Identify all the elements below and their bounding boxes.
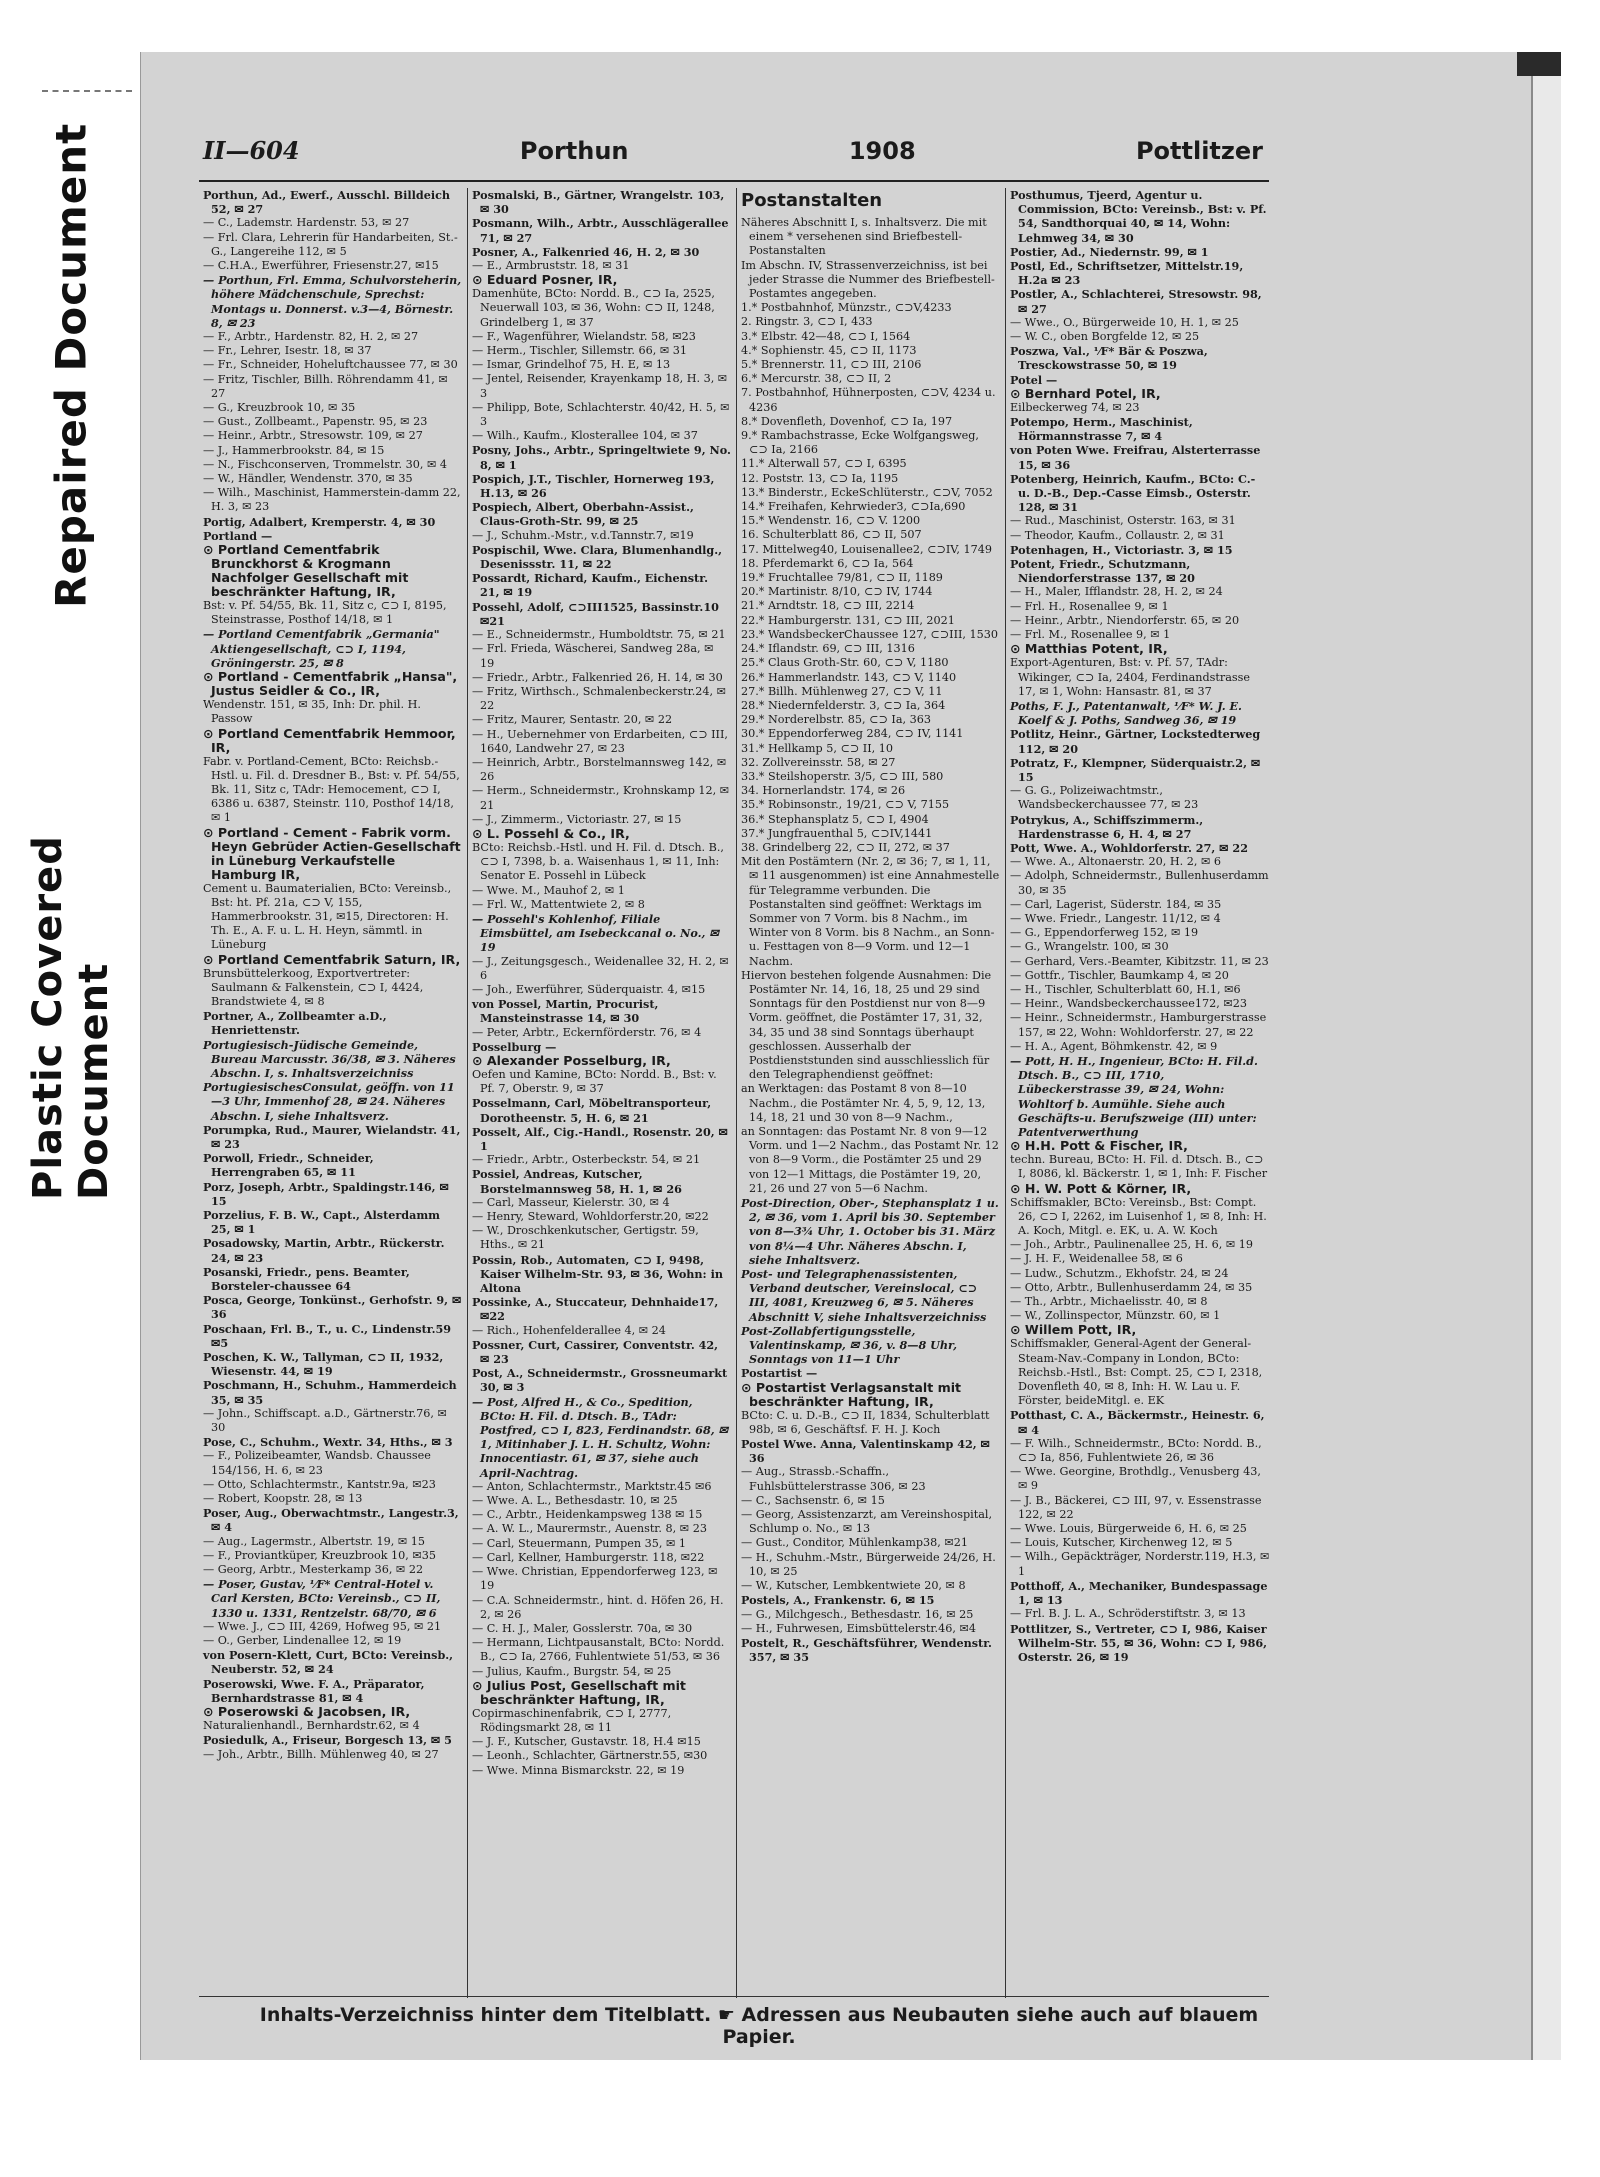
directory-entry: — Fritz, Wirthsch., Schmalenbeckerstr.24, ✉ 22 <box>472 684 726 713</box>
directory-entry: 22.* Hamburgerstr. 131, ⊂⊃ III, 2021 <box>741 613 955 627</box>
page-number: II—604 <box>203 136 300 165</box>
directory-entry: — G., Milchgesch., Bethesdastr. 16, ✉ 25 <box>741 1607 974 1621</box>
directory-entry: ⊙ Matthias Potent, IR, <box>1010 641 1168 657</box>
directory-entry: — E., Schneidermstr., Humboldtstr. 75, ✉ 21 <box>472 628 726 642</box>
directory-entry: — Gust., Conditor, Mühlenkamp38, ✉21 <box>741 1536 968 1550</box>
directory-entry: Potempo, Herm., Maschinist, Hörmannstrasse 7, ✉ 4 <box>1010 415 1193 444</box>
directory-entry: techn. Bureau, BCto: H. Fil. d. Dtsch. B., ⊂⊃ I, 8086, kl. Bäckerstr. 1, ✉ 1, Inh: F. Fischer <box>1010 1153 1268 1181</box>
directory-entry: — W., Zollinspector, Münzstr. 60, ✉ 1 <box>1010 1309 1221 1323</box>
directory-entry: — Wwe. J., ⊂⊃ III, 4269, Hofweg 95, ✉ 21 <box>203 1619 442 1633</box>
directory-entry: — O., Gerber, Lindenallee 12, ✉ 19 <box>203 1634 402 1648</box>
directory-entry: 24.* Iflandstr. 69, ⊂⊃ III, 1316 <box>741 642 915 656</box>
directory-entry: Potent, Friedr., Schutzmann, Niendorferstrasse 137, ✉ 20 <box>1010 557 1195 586</box>
directory-entry: — J., Zimmerm., Victoriastr. 27, ✉ 15 <box>472 812 682 826</box>
repaired-document-label: Repaired Document <box>46 122 96 608</box>
directory-entry: — Heinr., Wandsbeckerchaussee172, ✉23 <box>1010 997 1247 1011</box>
directory-entry: — N., Fischconserven, Trommelstr. 30, ✉ 4 <box>203 457 448 471</box>
directory-entry: 30.* Eppendorferweg 284, ⊂⊃ IV, 1141 <box>741 727 964 741</box>
directory-entry: Possin, Rob., Automaten, ⊂⊃ I, 9498, Kaiser Wilhelm-Str. 93, ✉ 36, Wohn: in Altona <box>472 1252 723 1296</box>
directory-entry: — Robert, Koopstr. 28, ✉ 13 <box>203 1492 363 1506</box>
directory-entry: 18. Pferdemarkt 6, ⊂⊃ Ia, 564 <box>741 556 914 570</box>
directory-entry: — H., Maler, Ifflandstr. 28, H. 2, ✉ 24 <box>1010 585 1223 599</box>
directory-entry: Posner, A., Falkenried 46, H. 2, ✉ 30 <box>472 244 700 259</box>
directory-entry: — Rich., Hohenfelderallee 4, ✉ 24 <box>472 1323 666 1337</box>
directory-entry: Porzelius, F. B. W., Capt., Alsterdamm 25, ✉ 1 <box>203 1207 440 1237</box>
plastic-covered-document-label: Plastic Covered Document <box>25 835 117 1200</box>
directory-entry: — Fritz, Maurer, Sentastr. 20, ✉ 22 <box>472 713 673 727</box>
directory-entry: 12. Poststr. 13, ⊂⊃ Ia, 1195 <box>741 471 899 485</box>
directory-entry: Postl, Ed., Schriftsetzer, Mittelstr.19, H.2a ✉ 23 <box>1010 259 1244 288</box>
directory-entry: Pospischil, Wwe. Clara, Blumenhandlg., Desenissstr. 11, ✉ 22 <box>472 542 723 572</box>
directory-entry: Posny, Johs., Arbtr., Springeltwiete 9, No. 8, ✉ 1 <box>472 443 731 472</box>
directory-entry: ⊙ Eduard Posner, IR, <box>472 272 618 288</box>
directory-entry: 25.* Claus Groth-Str. 60, ⊂⊃ V, 1180 <box>741 656 949 670</box>
directory-entry: — Heinrich, Arbtr., Borstelmannsweg 142, ✉ 26 <box>472 755 727 784</box>
directory-entry: — J. B., Bäckerei, ⊂⊃ III, 97, v. Essenstrasse 122, ✉ 22 <box>1010 1493 1262 1521</box>
directory-entry: Potthoff, A., Mechaniker, Bundespassage 1, ✉ 13 <box>1010 1578 1268 1608</box>
directory-entry: — Theodor, Kaufm., Collaustr. 2, ✉ 31 <box>1010 528 1225 542</box>
directory-entry: — F. Wilh., Schneidermstr., BCto: Nordd. B., ⊂⊃ Ia, 856, Fuhlentwiete 26, ✉ 36 <box>1010 1436 1262 1465</box>
directory-entry: — Julius, Kaufm., Burgstr. 54, ✉ 25 <box>472 1664 672 1678</box>
directory-entry: — Frl. M., Rosenallee 9, ✉ 1 <box>1010 628 1171 642</box>
directory-entry: — J. F., Kutscher, Gustavstr. 18, H.4 ✉15 <box>472 1735 701 1749</box>
directory-entry: — Aug., Lagermstr., Albertstr. 19, ✉ 15 <box>203 1534 425 1548</box>
directory-entry: Possinke, A., Stuccateur, Dehnhaide17, ✉22 <box>472 1295 719 1324</box>
page-edge <box>1531 52 1561 2060</box>
directory-entry: von Possel, Martin, Procurist, Mansteinstrasse 14, ✉ 30 <box>472 997 659 1026</box>
directory-entry: 37.* Jungfrauenthal 5, ⊂⊃IV,1441 <box>741 826 933 840</box>
directory-entry: 36.* Stephansplatz 5, ⊂⊃ I, 4904 <box>741 812 929 826</box>
directory-entry: — Georg, Assistenzarzt, am Vereinshospital, Schlump o. No., ✉ 13 <box>741 1508 992 1536</box>
directory-entry: Export-Agenturen, Bst: v. Pf. 57, TAdr: Wikinger, ⊂⊃ Ia, 2404, Ferdinandstrasse 17, ✉ 1, Wohn: Hansastr. 81, ✉ 37 <box>1010 656 1251 698</box>
directory-entry: Damenhüte, BCto: Nordd. B., ⊂⊃ Ia, 2525, Neuerwall 103, ✉ 36, Wohn: ⊂⊃ II, 1248, Grindelberg 1, ✉ 37 <box>472 287 715 329</box>
directory-entry: — C., Arbtr., Heidenkampsweg 138 ✉ 15 <box>472 1508 703 1522</box>
directory-entry: — Wwe. Louis, Bürgerweide 6, H. 6, ✉ 25 <box>1010 1522 1247 1536</box>
directory-entry: — G. G., Polizeiwachtmstr., Wandsbeckerchaussee 77, ✉ 23 <box>1010 784 1199 812</box>
directory-entry: Potenberg, Heinrich, Kaufm., BCto: C.- u. D.-B., Dep.-Casse Eimsb., Osterstr. 128, ✉ 31 <box>1010 471 1256 515</box>
directory-entry: 4.* Sophienstr. 45, ⊂⊃ II, 1173 <box>741 343 917 357</box>
margin-strip <box>0 0 140 2177</box>
directory-entry: — Hermann, Lichtpausanstalt, BCto: Nordd. B., ⊂⊃ Ia, 2766, Fuhlentwiete 51/53, ✉ 36 <box>472 1636 725 1664</box>
directory-entry: Fabr. v. Portland-Cement, BCto: Reichsb.-Hstl. u. Fil. d. Dresdner B., Bst: v. Pf. 54/55, Bk. 11, Sitz c, TAdr: Hemocement, ⊂⊃ I, 6386 u. 6387, Steinstr. 110, Posthof 14/18, ✉ 1 <box>203 754 460 825</box>
directory-entry: Pospiech, Albert, Oberbahn-Assist., Claus-Groth-Str. 99, ✉ 25 <box>472 500 694 529</box>
directory-entry: Posselmann, Carl, Möbeltransporteur, Dorotheenstr. 5, H. 6, ✉ 21 <box>472 1096 712 1125</box>
directory-entry: Näheres Abschnitt I, s. Inhaltsverz. Die mit einem * versehenen sind Briefbestell-Postanstalten <box>741 216 987 258</box>
directory-entry: Potrykus, A., Schiffszimmerm., Hardenstrasse 6, H. 4, ✉ 27 <box>1010 812 1204 841</box>
year: 1908 <box>848 137 916 165</box>
directory-entry: — Heinr., Arbtr., Stresowstr. 109, ✉ 27 <box>203 429 423 443</box>
directory-entry: Post-Direction, Ober-, Stephansplatz 1 u. 2, ✉ 36, vom 1. April bis 30. September von 8—3¾ Uhr, 1. October bis 31. März von 8¼—4 Uhr. Näheres Abschn. I, siehe Inhaltsverz. <box>741 1196 999 1267</box>
directory-entry: Bst: v. Pf. 54/55, Bk. 11, Sitz c, ⊂⊃ I, 8195, Steinstrasse, Posthof 14/18, ✉ 1 <box>203 599 447 627</box>
directory-entry: — Wilh., Maschinist, Hammerstein-damm 22, H. 3, ✉ 23 <box>203 486 461 514</box>
directory-entry: Posselt, Alf., Cig.-Handl., Rosenstr. 20, ✉1 <box>472 1124 728 1153</box>
directory-entry: Posadowsky, Martin, Arbtr., Rückerstr. 24, ✉ 23 <box>203 1236 445 1265</box>
directory-entry: an Sonntagen: das Postamt Nr. 8 von 9—12 Vorm. und 1—2 Nachm., das Postamt Nr. 12 von 8—9 Vorm., die Postämter 25 und 29 von 12—1 Mittags, die Postämter 19, 20, 21, 26 und 27 von 5—6 Nachm. <box>741 1125 999 1195</box>
directory-entry: Poths, F. J., Patentanwalt, ⅟F* W. J. E. Koelf & J. Poths, Sandweg 36, ✉ 19 <box>1010 698 1242 728</box>
directory-entry: — J., Zeitungsgesch., Weidenallee 32, H. 2, ✉ 6 <box>472 954 729 982</box>
directory-entry: Pottlitzer, S., Vertreter, ⊂⊃ I, 986, Kaiser Wilhelm-Str. 55, ✉ 36, Wohn: ⊂⊃ I, 986, Osterstr. 26, ✉ 19 <box>1010 1621 1268 1664</box>
directory-entry: ⊙ Portland - Cement - Fabrik vorm. Heyn Gebrüder Actien-Gesellschaft in Lüneburg Verkaufstelle Hamburg IR, <box>203 824 461 882</box>
directory-entry: Oefen und Kamine, BCto: Nordd. B., Bst: v. Pf. 7, Oberstr. 9, ✉ 37 <box>472 1067 717 1096</box>
directory-entry: 11.* Alterwall 57, ⊂⊃ I, 6395 <box>741 457 907 471</box>
directory-entry: — Carl, Lagerist, Süderstr. 184, ✉ 35 <box>1010 897 1222 911</box>
directory-entry: — G., Wrangelstr. 100, ✉ 30 <box>1010 940 1169 954</box>
directory-entry: — E., Armbruststr. 18, ✉ 31 <box>472 259 630 273</box>
right-keyword: Pottlitzer <box>1135 137 1263 165</box>
directory-entry: — F., Polizeibeamter, Wandsb. Chaussee 154/156, H. 6, ✉ 23 <box>203 1449 431 1477</box>
directory-entry: 15.* Wendenstr. 16, ⊂⊃ V. 1200 <box>741 514 921 528</box>
column-2 <box>468 188 737 1998</box>
directory-entry: 35.* Robinsonstr., 19/21, ⊂⊃ V, 7155 <box>741 798 950 812</box>
footer-note: Inhalts-Verzeichniss hinter dem Titelblatt. ☛ Adressen aus Neubauten siehe auch auf blauem Papier. <box>259 2004 1259 2048</box>
directory-entry: Portig, Adalbert, Kremperstr. 4, ✉ 30 <box>203 514 436 529</box>
section-title: Postanstalten <box>741 190 883 211</box>
directory-entry: ⊙ H.H. Pott & Fischer, IR, <box>1010 1138 1188 1154</box>
directory-entry: — Herm., Tischler, Sillemstr. 66, ✉ 31 <box>472 344 688 358</box>
dashed-line <box>42 90 132 92</box>
footer-rule <box>199 1996 1269 1997</box>
directory-entry: Postler, A., Schlachterei, Stresowstr. 98, ✉ 27 <box>1010 287 1262 316</box>
directory-entry: — F., Proviantküper, Kreuzbrook 10, ✉35 <box>203 1548 437 1562</box>
directory-entry: ⊙ Alexander Posselburg, IR, <box>472 1052 671 1068</box>
directory-entry: — Otto, Schlachtermstr., Kantstr.9a, ✉23 <box>203 1477 436 1491</box>
directory-entry: — C., Lademstr. Hardenstr. 53, ✉ 27 <box>203 216 410 230</box>
directory-entry: — Wwe. Christian, Eppendorferweg 123, ✉ 19 <box>472 1565 718 1593</box>
directory-entry: Posmalski, B., Gärtner, Wrangelstr. 103, ✉ 30 <box>472 188 725 217</box>
directory-entry: ⊙ Bernhard Potel, IR, <box>1010 385 1161 401</box>
directory-entry: 7. Postbahnhof, Hühnerposten, ⊂⊃V, 4234 u. 4236 <box>741 386 996 414</box>
directory-entry: 19.* Fruchtallee 79/81, ⊂⊃ II, 1189 <box>741 571 943 585</box>
directory-entry: 6.* Mercurstr. 38, ⊂⊃ II, 2 <box>741 372 892 386</box>
directory-entry: — Carl, Masseur, Kielerstr. 30, ✉ 4 <box>472 1195 670 1209</box>
directory-entry: Potthast, C. A., Bäckermstr., Heinestr. 6, ✉ 4 <box>1010 1408 1265 1437</box>
directory-entry: — Porthun, Frl. Emma, Schulvorsteherin, höhere Mädchenschule, Sprechst: Montags u. Donnerst. v.3—4, Börnestr. 8, ✉ 23 <box>203 273 462 330</box>
directory-entry: — Fr., Schneider, Hoheluftchaussee 77, ✉ 30 <box>203 358 458 372</box>
directory-entry: 26.* Hammerlandstr. 143, ⊂⊃ V, 1140 <box>741 670 957 684</box>
directory-entry: Poser, Aug., Oberwachtmstr., Langestr.3, ✉ 4 <box>203 1506 459 1535</box>
directory-entry: Hiervon bestehen folgende Ausnahmen: Die Postämter Nr. 14, 16, 18, 25 und 29 sind Sonntags für den Postdienst nur von 8—9 Vorm. geöffnet, die Postämter 17, 31, 32, 34, 35 und 38 sind Sonntags überhaupt geschlossen. Ausserhalb der Postdienststunden sind ausschliesslich für den Telegraphendienst geöffnet: <box>741 968 992 1082</box>
directory-entry: — Friedr., Arbtr., Osterbeckstr. 54, ✉ 21 <box>472 1153 701 1167</box>
directory-entry: ⊙ H. W. Pott & Körner, IR, <box>1010 1180 1192 1196</box>
directory-entry: 29.* Norderelbstr. 85, ⊂⊃ Ia, 363 <box>741 713 931 727</box>
directory-entry: Posiedulk, A., Friseur, Borgesch 13, ✉ 5 <box>203 1733 452 1748</box>
directory-entry: — W., Droschkenkutscher, Gertigstr. 59, Hths., ✉ 21 <box>472 1224 699 1252</box>
directory-entry: 1.* Postbahnhof, Münzstr., ⊂⊃V,4233 <box>741 301 952 315</box>
directory-entry: 8.* Dovenfleth, Dovenhof, ⊂⊃ Ia, 197 <box>741 414 953 428</box>
directory-entry: Postier, Ad., Niedernstr. 99, ✉ 1 <box>1010 244 1209 259</box>
directory-entry: 33.* Steilshoperstr. 3/5, ⊂⊃ III, 580 <box>741 769 944 783</box>
directory-entry: — Herm., Schneidermstr., Krohnskamp 12, ✉ 21 <box>472 784 730 812</box>
directory-entry: — H., Schuhm.-Mstr., Bürgerweide 24/26, H. 10, ✉ 25 <box>741 1550 996 1578</box>
directory-entry: — W. C., oben Borgfelde 12, ✉ 25 <box>1010 330 1200 344</box>
directory-entry: — W., Kutscher, Lembkentwiete 20, ✉ 8 <box>741 1579 966 1593</box>
directory-entry: — Joh., Arbtr., Billh. Mühlenweg 40, ✉ 27 <box>203 1747 439 1761</box>
directory-entry: — Joh., Ewerführer, Süderquaistr. 4, ✉15 <box>472 982 706 996</box>
directory-entry: Post-Zollabfertigungsstelle, Valentinskamp, ✉ 36, v. 8—8 Uhr, Sonntags von 11—1 Uhr <box>741 1323 958 1367</box>
directory-entry: Posselburg — <box>472 1039 557 1054</box>
directory-entry: BCto: Reichsb.-Hstl. und H. Fil. d. Dtsch. B., ⊂⊃ I, 7398, b. a. Waisenhaus 1, ✉ 11, Inh: Senator E. Possehl in Lübeck <box>472 840 724 883</box>
directory-entry: Porwoll, Friedr., Schneider, Herrengraben 65, ✉ 11 <box>203 1151 374 1180</box>
directory-entry: Pose, C., Schuhm., Wextr. 34, Hths., ✉ 3 <box>203 1435 453 1450</box>
directory-entry: Posmann, Wilh., Arbtr., Ausschlägerallee 71, ✉ 27 <box>472 216 729 245</box>
directory-entry: 5.* Brennerstr. 11, ⊂⊃ III, 2106 <box>741 358 922 372</box>
directory-entry: Portner, A., Zollbeamter a.D., Henriettenstr. <box>203 1009 387 1038</box>
directory-entry: — Gottfr., Tischler, Baumkamp 4, ✉ 20 <box>1010 968 1229 982</box>
directory-entry: 23.* WandsbeckerChaussee 127, ⊂⊃III, 1530 <box>741 627 999 641</box>
directory-entry: — J., Hammerbrookstr. 84, ✉ 15 <box>203 443 385 457</box>
directory-entry: 17. Mittelweg40, Louisenallee2, ⊂⊃IV, 1749 <box>741 542 992 556</box>
directory-entry: — C.A. Schneidermstr., hint. d. Höfen 26, H. 2, ✉ 26 <box>472 1593 724 1621</box>
directory-entry: — Joh., Arbtr., Paulinenallee 25, H. 6, ✉ 19 <box>1010 1238 1254 1252</box>
directory-entry: — Frl. H., Rosenallee 9, ✉ 1 <box>1010 599 1169 613</box>
directory-entry: Potenhagen, H., Victoriastr. 3, ✉ 15 <box>1010 542 1233 557</box>
directory-entry: ⊙ L. Possehl & Co., IR, <box>472 825 630 841</box>
directory-entry: Posanski, Friedr., pens. Beamter, Borsteler-chaussee 64 <box>203 1264 410 1293</box>
directory-entry: — Anton, Schlachtermstr., Marktstr.45 ✉6 <box>472 1479 712 1493</box>
directory-entry: ⊙ Julius Post, Gesellschaft mit beschränkter Haftung, IR, <box>472 1677 686 1707</box>
directory-entry: — G., Kreuzbrook 10, ✉ 35 <box>203 401 356 415</box>
directory-entry: 14.* Freihafen, Kehrwieder3, ⊂⊃Ia,690 <box>741 500 966 514</box>
directory-entry: — Carl, Kellner, Hamburgerstr. 118, ✉22 <box>472 1550 705 1564</box>
directory-entry: 27.* Billh. Mühlenweg 27, ⊂⊃ V, 11 <box>741 684 943 698</box>
directory-entry: ⊙ Portland Cementfabrik Brunckhorst & Krogmann Nachfolger Gesellschaft mit beschränkter Haftung, IR, <box>203 542 409 600</box>
directory-entry: — Henry, Steward, Wohldorferstr.20, ✉22 <box>472 1210 709 1224</box>
directory-entry: PortugiesischesConsulat, geöffn. von 11—3 Uhr, Immenhof 28, ✉ 24. Näheres Abschn. I, siehe Inhaltsverz. <box>203 1080 455 1123</box>
directory-entry: 13.* Binderstr., EckeSchlüterstr., ⊂⊃V, 7052 <box>741 485 993 499</box>
directory-entry: 28.* Niedernfelderstr. 3, ⊂⊃ Ia, 364 <box>741 698 946 712</box>
directory-entry: — Friedr., Arbtr., Falkenried 26, H. 14, ✉ 30 <box>472 670 723 684</box>
directory-entry: — J., Schuhm.-Mstr., v.d.Tannstr.7, ✉19 <box>472 528 694 542</box>
directory-entry: — Heinr., Schneidermstr., Hamburgerstrasse 157, ✉ 22, Wohn: Wohldorferstr. 27, ✉ 22 <box>1010 1011 1267 1039</box>
directory-entry: von Poten Wwe. Freifrau, Alsterterrasse 15, ✉ 36 <box>1010 443 1261 472</box>
directory-entry: — Wwe. A., Altonaerstr. 20, H. 2, ✉ 6 <box>1010 855 1221 869</box>
directory-entry: — Pott, H. H., Ingenieur, BCto: H. Fil.d. Dtsch. B., ⊂⊃ III, 1710, Lübeckerstrasse 39, ✉ 24, Wohn: Wohltorf b. Aumühle. Siehe auch Geschäfts-u. Berufszweige (III) unter: Patentverwerthung <box>1010 1053 1258 1139</box>
directory-entry: — Frl. W., Mattentwiete 2, ✉ 8 <box>472 897 645 911</box>
directory-entry: — Georg, Arbtr., Mesterkamp 36, ✉ 22 <box>203 1563 424 1577</box>
directory-entry: — Ismar, Grindelhof 75, H. E, ✉ 13 <box>472 358 671 372</box>
directory-entry: — Th., Arbtr., Michaelisstr. 40, ✉ 8 <box>1010 1295 1208 1309</box>
directory-entry: Possiel, Andreas, Kutscher, Borstelmannsweg 58, H. 1, ✉ 26 <box>472 1167 682 1196</box>
directory-entry: Eilbeckerweg 74, ✉ 23 <box>1010 400 1140 414</box>
directory-entry: Mit den Postämtern (Nr. 2, ✉ 36; 7, ✉ 1, 11, ✉ 11 ausgenommen) ist eine Annahmestelle für Telegramme verbunden. Die Postanstalten sind geöffnet: Werktags im Sommer von 7 Vorm. bis 8 Nachm., im Winter von 8 Vorm. bis 8 Nachm., an Sonn- u. Festtagen von 8—9 Vorm. und 12—1 Nachm. <box>741 855 1000 968</box>
directory-entry: — Wwe. Minna Bismarckstr. 22, ✉ 19 <box>472 1763 685 1777</box>
directory-entry: Possehl, Adolf, ⊂⊃III1525, Bassinstr.10 ✉21 <box>472 599 719 628</box>
directory-entry: Portland — <box>203 528 273 543</box>
directory-entry: 31.* Hellkamp 5, ⊂⊃ II, 10 <box>741 741 893 755</box>
directory-entry: Porumpka, Rud., Maurer, Wielandstr. 41, ✉ 23 <box>203 1122 461 1151</box>
directory-entry: Porthun, Ad., Ewerf., Ausschl. Billdeich 52, ✉ 27 <box>203 188 451 217</box>
directory-entry: Im Abschn. IV, Strassenverzeichniss, ist bei jeder Strasse die Nummer des Briefbestell-Postamtes angegeben. <box>741 258 995 301</box>
directory-entry: BCto: C. u. D.-B., ⊂⊃ II, 1834, Schulterblatt 98b, ✉ 6, Geschäftsf. F. H. J. Koch <box>741 1408 990 1436</box>
directory-entry: — A. W. L., Maurermstr., Auenstr. 8, ✉ 23 <box>472 1522 707 1536</box>
directory-entry: 38. Grindelberg 22, ⊂⊃ II, 272, ✉ 37 <box>741 840 950 854</box>
directory-entry: an Werktagen: das Postamt 8 von 8—10 Nachm., die Postämter Nr. 4, 5, 9, 12, 13, 14, 18, 21 und 30 von 8—9 Nachm., <box>741 1082 986 1124</box>
directory-entry: — Portland Cementfabrik „Germania" Aktiengesellschaft, ⊂⊃ I, 1194, Gröningerstr. 25, ✉ 8 <box>203 627 440 670</box>
directory-entry: — Aug., Strassb.-Schaffn., Fuhlsbüttelerstrasse 306, ✉ 23 <box>741 1465 926 1493</box>
scan-bottom-margin <box>140 2060 1600 2177</box>
corner-tab <box>1517 52 1561 76</box>
directory-entry: Postel Wwe. Anna, Valentinskamp 42, ✉36 <box>741 1437 990 1466</box>
directory-entry: 34. Hornerlandstr. 174, ✉ 26 <box>741 784 906 798</box>
directory-entry: — Leonh., Schlachter, Gärtnerstr.55, ✉30 <box>472 1749 708 1763</box>
directory-entry: ⊙ Willem Pott, IR, <box>1010 1322 1137 1338</box>
directory-entry: — Frl. B. J. L. A., Schröderstiftstr. 3, ✉ 13 <box>1010 1607 1246 1621</box>
directory-entry: — Peter, Arbtr., Eckernförderstr. 76, ✉ 4 <box>472 1025 702 1039</box>
directory-entry: — C. H. J., Maler, Gosslerstr. 70a, ✉ 30 <box>472 1621 693 1635</box>
directory-entry: — G., Eppendorferweg 152, ✉ 19 <box>1010 926 1199 940</box>
directory-entry: — Wwe. Friedr., Langestr. 11/12, ✉ 4 <box>1010 911 1221 925</box>
directory-entry: — H., Uebernehmer von Erdarbeiten, ⊂⊃ III, 1640, Landwehr 27, ✉ 23 <box>472 727 728 755</box>
directory-entry: — Frl. Frieda, Wäscherei, Sandweg 28a, ✉ 19 <box>472 642 714 670</box>
directory-entry: 16. Schulterblatt 86, ⊂⊃ II, 507 <box>741 528 922 542</box>
directory-entry: Poschen, K. W., Tallyman, ⊂⊃ II, 1932, Wiesenstr. 44, ✉ 19 <box>203 1350 444 1379</box>
directory-entry: Potratz, F., Klempner, Süderquaistr.2, ✉15 <box>1010 755 1261 784</box>
directory-entry: Porz, Joseph, Arbtr., Spaldingstr.146, ✉ 15 <box>203 1179 449 1208</box>
directory-entry: — Wilh., Gepäckträger, Norderstr.119, H.3, ✉ 1 <box>1010 1550 1270 1578</box>
directory-entry: Posthumus, Tjeerd, Agentur u. Commission, BCto: Vereinsb., Bst: v. Pf. 54, Sandthorquai 40, ✉ 14, Wohn: Lehmweg 34, ✉ 30 <box>1010 188 1267 245</box>
directory-entry: — Fr., Lehrer, Isestr. 18, ✉ 37 <box>203 344 372 358</box>
directory-entry: Schiffsmakler, BCto: Vereinsb., Bst: Compt. 26, ⊂⊃ I, 2262, im Luisenhof 1, ✉ 8, Inh: H. A. Koch, Mitgl. e. EK, u. A. W. Koch <box>1010 1195 1267 1238</box>
directory-entry: Poszwa, Val., ⅟F* Bär & Poszwa, Tresckowstrasse 50, ✉ 19 <box>1010 344 1208 373</box>
directory-entry: — Carl, Steuermann, Pumpen 35, ✉ 1 <box>472 1536 687 1550</box>
column-4 <box>1006 188 1275 1998</box>
directory-entry: — H. A., Agent, Böhmkenstr. 42, ✉ 9 <box>1010 1039 1218 1053</box>
directory-entry: — Otto, Arbtr., Bullenhuserdamm 24, ✉ 35 <box>1010 1280 1253 1294</box>
header-rule <box>199 180 1269 182</box>
directory-entry: Pott, Wwe. A., Wohldorferstr. 27, ✉ 22 <box>1010 840 1248 855</box>
directory-entry: 2. Ringstr. 3, ⊂⊃ I, 433 <box>741 315 873 329</box>
directory-entry: — Frl. Clara, Lehrerin für Handarbeiten, St.-G., Langereihe 112, ✉ 5 <box>203 230 458 258</box>
directory-entry: 3.* Elbstr. 42—48, ⊂⊃ I, 1564 <box>741 329 911 343</box>
directory-entry: — Wwe. M., Mauhof 2, ✉ 1 <box>472 883 625 897</box>
directory-entry: 32. Zollvereinsstr. 58, ✉ 27 <box>741 755 896 769</box>
left-keyword: Porthun <box>519 137 629 165</box>
directory-entry: — Wwe. A. L., Bethesdastr. 10, ✉ 25 <box>472 1494 678 1508</box>
directory-entry: Pospich, J.T., Tischler, Hornerweg 193, H.13, ✉ 26 <box>472 471 715 501</box>
directory-entry: Schiffsmakler, General-Agent der General-Steam-Nav.-Company in London, BCto: Reichsb.-Hstl., Bst: Compt. 25, ⊂⊃ I, 2318, Dovenfleth 40, ✉ 8, Inh: H. W. Lau u. F. Förster, beideMitgl. e. EK <box>1010 1337 1263 1408</box>
scanned-page <box>140 52 1561 2060</box>
directory-entry: Postartist — <box>741 1366 818 1381</box>
directory-entry: — Jentel, Reisender, Krayenkamp 18, H. 3, ✉ 3 <box>472 372 728 400</box>
directory-entry: — Louis, Kutscher, Kirchenweg 12, ✉ 5 <box>1010 1536 1233 1550</box>
directory-entry: — Adolph, Schneidermstr., Bullenhuserdamm 30, ✉ 35 <box>1010 869 1269 897</box>
directory-entry: — Post, Alfred H., & Co., Spedition, BCto: H. Fil. d. Dtsch. B., TAdr: Postfred, ⊂⊃ I, 823, Ferdinandstr. 68, ✉ 1, Mitinhaber J. L. H. Schultz, Wohn: Innocentiastr. 61, ✉ 37, siehe auch April-Nachtrag. <box>472 1394 728 1480</box>
page-header <box>203 136 1263 180</box>
directory-entry: Possner, Curt, Cassirer, Conventstr. 42, ✉ 23 <box>472 1337 719 1367</box>
directory-entry: Wendenstr. 151, ✉ 35, Inh: Dr. phil. H. Passow <box>203 698 421 726</box>
directory-entry: Posca, George, Tonkünst., Gerhofstr. 9, ✉ 36 <box>203 1293 462 1322</box>
directory-entry: Poschmann, H., Schuhm., Hammerdeich 35, ✉ 35 <box>203 1378 457 1407</box>
directory-entry: — Fritz, Tischler, Billh. Röhrendamm 41, ✉ 27 <box>203 372 448 400</box>
directory-entry: 20.* Martinistr. 8/10, ⊂⊃ IV, 1744 <box>741 585 933 599</box>
directory-entry: Possardt, Richard, Kaufm., Eichenstr. 21, ✉ 19 <box>472 571 708 600</box>
directory-entry: — Gust., Zollbeamt., Papenstr. 95, ✉ 23 <box>203 415 428 429</box>
directory-entry: — H., Fuhrwesen, Eimsbüttelerstr.46, ✉4 <box>741 1621 976 1635</box>
directory-entry: Portugiesisch-Jüdische Gemeinde, Bureau Marcusstr. 36/38, ✉ 3. Näheres Abschn. I, s. Inhaltsverzeichniss <box>203 1037 456 1080</box>
directory-entry: 21.* Arndtstr. 18, ⊂⊃ III, 2214 <box>741 599 915 613</box>
directory-entry: Post- und Telegraphenassistenten, Verband deutscher, Vereinslocal, ⊂⊃ III, 4081, Kreuzweg 6, ✉ 5. Näheres Abschnitt V, siehe Inhaltsverzeichniss <box>741 1267 987 1324</box>
directory-entry: Brunsbüttelerkoog, Exportvertreter: Saulmann & Falkenstein, ⊂⊃ I, 4424, Brandstwiete 4, ✉ 8 <box>203 966 424 1008</box>
directory-entry: Postels, A., Frankenstr. 6, ✉ 15 <box>741 1593 935 1608</box>
directory-entry: — Gerhard, Vers.-Beamter, Kibitzstr. 11, ✉ 23 <box>1010 954 1269 968</box>
column-3 <box>737 188 1006 1998</box>
directory-entry: — C.H.A., Ewerführer, Friesenstr.27, ✉15 <box>203 259 439 273</box>
directory-entry: — F., Arbtr., Hardenstr. 82, H. 2, ✉ 27 <box>203 330 419 344</box>
directory-entry: Poschaan, Frl. B., T., u. C., Lindenstr.59 ✉5 <box>203 1321 452 1350</box>
directory-entry: Postelt, R., Geschäftsführer, Wendenstr. 357, ✉ 35 <box>741 1635 992 1665</box>
directory-columns <box>199 188 1275 1998</box>
directory-entry: — John., Schiffscapt. a.D., Gärtnerstr.76, ✉ 30 <box>203 1406 447 1435</box>
directory-entry: Potel — <box>1010 372 1058 387</box>
directory-entry: — Possehl's Kohlenhof, Filiale Eimsbüttel, am Isebeckcanal o. No., ✉ 19 <box>472 911 719 955</box>
directory-entry: 9.* Rambachstrasse, Ecke Wolfgangsweg, ⊂⊃ Ia, 2166 <box>741 429 979 457</box>
directory-entry: von Posern-Klett, Curt, BCto: Vereinsb., Neuberstr. 52, ✉ 24 <box>203 1648 454 1677</box>
directory-entry: — Rud., Maschinist, Osterstr. 163, ✉ 31 <box>1010 514 1236 528</box>
directory-entry: — J. H. F., Weidenallee 58, ✉ 6 <box>1010 1252 1183 1266</box>
directory-entry: — W., Händler, Wendenstr. 370, ✉ 35 <box>203 472 413 486</box>
directory-entry: — Wwe., O., Bürgerweide 10, H. 1, ✉ 25 <box>1010 315 1239 329</box>
directory-entry: ⊙ Portland - Cementfabrik „Hansa", Justus Seidler & Co., IR, <box>203 669 458 699</box>
directory-entry: ⊙ Portland Cementfabrik Saturn, IR, <box>203 951 461 967</box>
directory-entry: ⊙ Portland Cementfabrik Hemmoor, IR, <box>203 725 456 755</box>
directory-entry: — Wwe. Georgine, Brothdlg., Venusberg 43, ✉ 9 <box>1010 1465 1261 1493</box>
directory-entry: ⊙ Postartist Verlagsanstalt mit beschränkter Haftung, IR, <box>741 1379 962 1409</box>
directory-entry: — Ludw., Schutzm., Ekhofstr. 24, ✉ 24 <box>1010 1266 1229 1280</box>
directory-entry: — C., Sachsenstr. 6, ✉ 15 <box>741 1493 885 1507</box>
directory-entry: Poserowski, Wwe. F. A., Präparator, Bernhardstrasse 81, ✉ 4 <box>203 1676 425 1705</box>
column-1 <box>199 188 468 1998</box>
directory-entry: Copirmaschinenfabrik, ⊂⊃ I, 2777, Rödingsmarkt 28, ✉ 11 <box>472 1706 672 1734</box>
directory-entry: — Wilh., Kaufm., Klosterallee 104, ✉ 37 <box>472 429 698 443</box>
directory-entry: — Philipp, Bote, Schlachterstr. 40/42, H. 5, ✉ 3 <box>472 400 730 429</box>
directory-entry: — F., Wagenführer, Wielandstr. 58, ✉23 <box>472 329 696 343</box>
directory-entry: — H., Tischler, Schulterblatt 60, H.1, ✉6 <box>1010 982 1241 996</box>
directory-entry: Cement u. Baumaterialien, BCto: Vereinsb., Bst: ht. Pf. 21a, ⊂⊃ V, 155, Hammerbrookstr. 31, ✉15, Directoren: H. Th. E., A. F. u. L. H. Heyn, sämmtl. in Lüneburg <box>203 881 452 952</box>
directory-entry: — Poser, Gustav, ⅟F* Central-Hotel v. Carl Kersten, BCto: Vereinsb., ⊂⊃ II, 1330 u. 1331, Rentzelstr. 68/70, ✉ 6 <box>203 1577 441 1620</box>
directory-entry: Naturalienhandl., Bernhardstr.62, ✉ 4 <box>203 1719 420 1733</box>
directory-entry: Potlitz, Heinr., Gärtner, Lockstedterweg 112, ✉ 20 <box>1010 727 1261 756</box>
directory-entry: — Heinr., Arbtr., Niendorferstr. 65, ✉ 20 <box>1010 613 1240 627</box>
directory-entry: Post, A., Schneidermstr., Grossneumarkt 30, ✉ 3 <box>472 1366 728 1395</box>
directory-entry: ⊙ Poserowski & Jacobsen, IR, <box>203 1704 411 1720</box>
